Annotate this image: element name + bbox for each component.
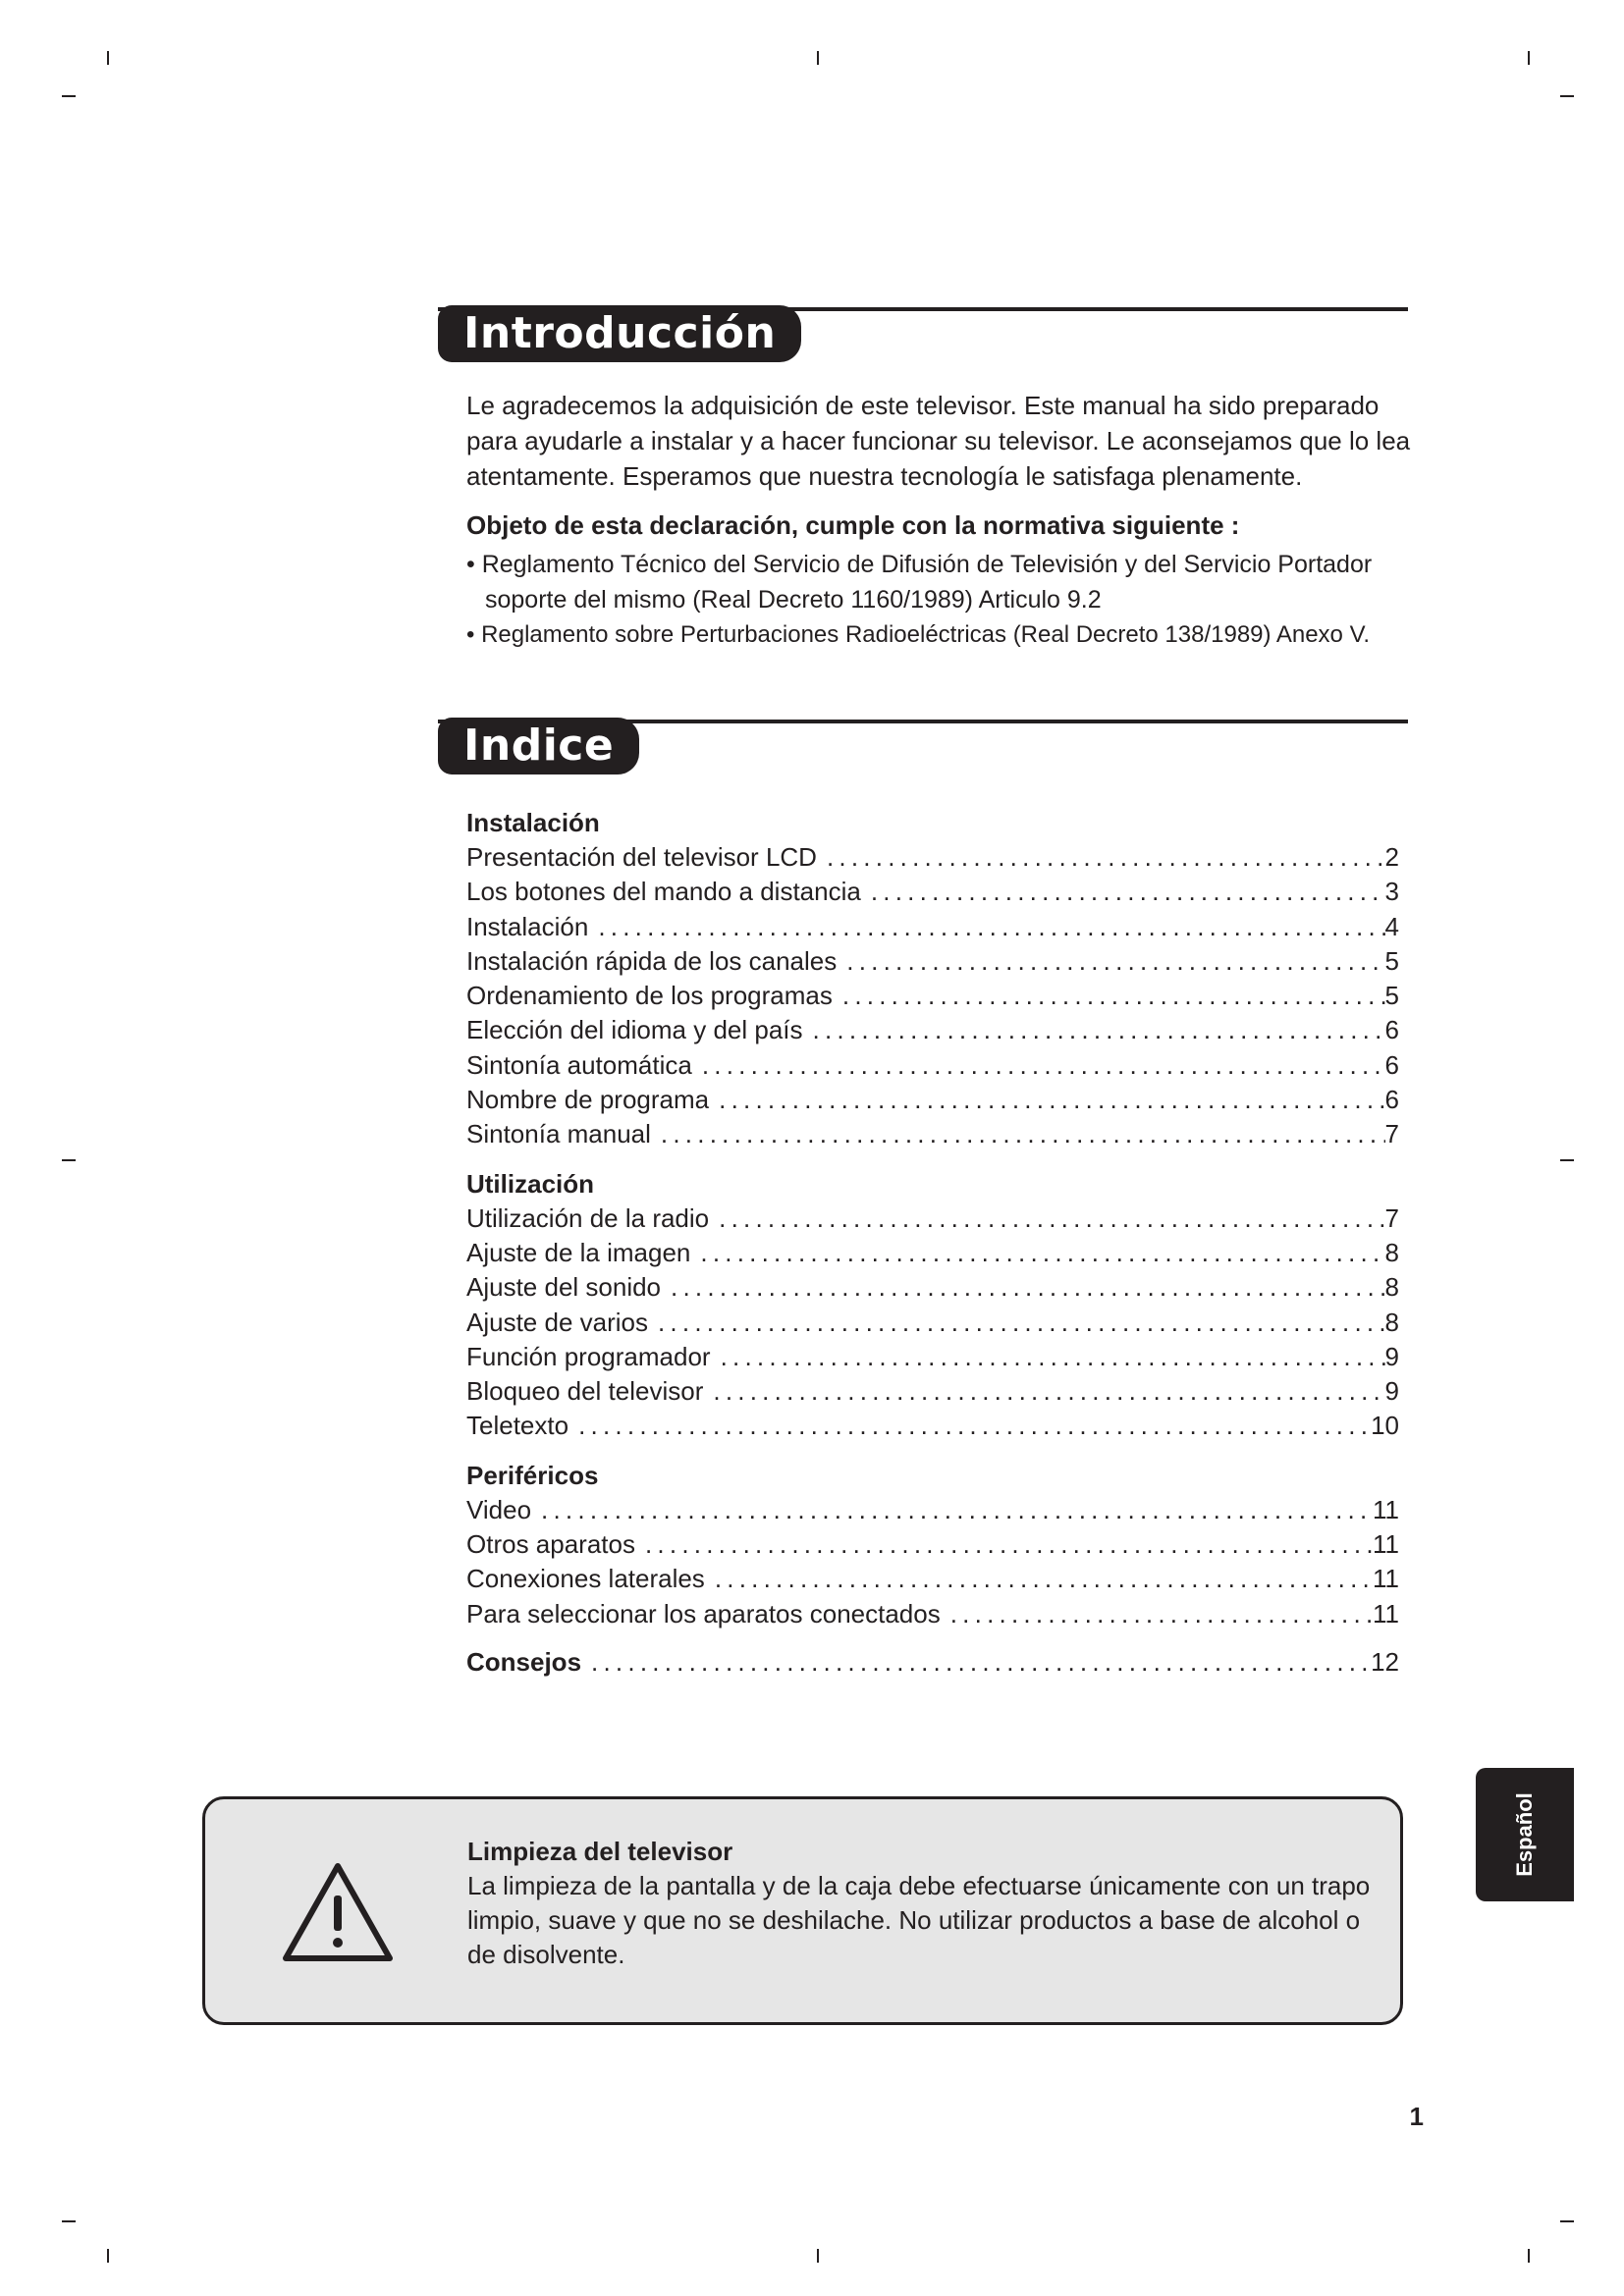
crop-mark bbox=[817, 2249, 819, 2263]
toc-entry-label: Sintonía manual bbox=[466, 1119, 651, 1149]
toc-entry-page: 5 bbox=[1384, 945, 1399, 976]
toc-entry-label: Para seleccionar los aparatos conectados bbox=[466, 1598, 941, 1629]
toc-entry-label: Presentación del televisor LCD bbox=[466, 842, 817, 872]
toc-leader bbox=[846, 944, 1384, 979]
toc-entry-label: Ordenamiento de los programas bbox=[466, 981, 833, 1011]
crop-mark bbox=[1560, 95, 1574, 97]
toc-leader bbox=[658, 1306, 1385, 1340]
toc-entry-page: 8 bbox=[1384, 1272, 1399, 1303]
crop-mark bbox=[1560, 2220, 1574, 2222]
toc-leader bbox=[598, 910, 1384, 944]
language-tab-label: Español bbox=[1512, 1792, 1537, 1877]
crop-mark bbox=[1528, 51, 1530, 65]
toc-entry-page: 6 bbox=[1384, 1085, 1399, 1115]
toc-entry-label: Ajuste de varios bbox=[466, 1307, 648, 1337]
toc-entry-page: 8 bbox=[1384, 1307, 1399, 1337]
crop-mark bbox=[62, 95, 76, 97]
crop-mark bbox=[1560, 1159, 1574, 1161]
toc-entry-label: Instalación bbox=[466, 911, 589, 941]
toc-entry[interactable] bbox=[466, 875, 1399, 909]
regulation-subheading: Objeto de esta declaración, cumple con la normativa siguiente : bbox=[466, 510, 1240, 540]
intro-paragraph: Le agradecemos la adquisición de este televisor. Este manual ha sido preparado para ayudarle a instalar y a hacer funcionar su televisor. Le aconsejamos que lo lea atentamente. Esperamos que nuestra tecnología le satisfaga plenamente. bbox=[466, 391, 1411, 491]
crop-mark bbox=[817, 51, 819, 65]
toc-entry-page: 6 bbox=[1384, 1049, 1399, 1080]
toc-leader bbox=[645, 1527, 1373, 1562]
toc-entry-label: Los botones del mando a distancia bbox=[466, 877, 861, 907]
page-number: 1 bbox=[1409, 2102, 1424, 2131]
cleaning-notice bbox=[202, 1796, 1403, 2025]
toc-entry[interactable] bbox=[466, 1562, 1399, 1596]
toc-entry-label: Nombre de programa bbox=[466, 1085, 710, 1115]
toc-entry-label: Elección del idioma y del país bbox=[466, 1015, 803, 1045]
toc-entry-label: Otros aparatos bbox=[466, 1529, 635, 1560]
toc-entry-label: Bloqueo del televisor bbox=[466, 1376, 704, 1407]
regulation-item: • Reglamento sobre Perturbaciones Radioeléctricas (Real Decreto 138/1989) Anexo V. bbox=[466, 621, 1371, 648]
toc-entry-consejos[interactable] bbox=[466, 1645, 1399, 1680]
toc-leader bbox=[578, 1409, 1371, 1443]
toc-entry-label: Ajuste de la imagen bbox=[466, 1237, 691, 1267]
toc-group-perifericos bbox=[466, 1458, 1399, 1631]
toc-leader bbox=[950, 1597, 1373, 1631]
toc-entry-page: 11 bbox=[1373, 1494, 1399, 1524]
toc-leader bbox=[715, 1562, 1373, 1596]
table-of-contents bbox=[466, 805, 1399, 1680]
crop-mark bbox=[107, 2249, 109, 2263]
toc-entry-page: 2 bbox=[1384, 842, 1399, 872]
toc-entry[interactable] bbox=[466, 1340, 1399, 1374]
intro-body bbox=[466, 388, 1414, 653]
notice-body: La limpieza de la pantalla y de la caja debe efectuarse únicamente con un trapo limpio, suave y que no se deshilache. No utilizar productos a base de alcohol o de disolvente. bbox=[467, 1871, 1371, 1969]
toc-leader bbox=[702, 1048, 1385, 1083]
toc-entry[interactable] bbox=[466, 1409, 1399, 1443]
toc-entry-label: Utilización de la radio bbox=[466, 1202, 710, 1233]
notice-title: Limpieza del televisor bbox=[467, 1837, 733, 1866]
toc-entry[interactable] bbox=[466, 1013, 1399, 1047]
toc-entry-page: 8 bbox=[1384, 1237, 1399, 1267]
index-title: Indice bbox=[438, 718, 639, 774]
language-tab bbox=[1476, 1768, 1574, 1901]
toc-leader bbox=[700, 1236, 1384, 1270]
toc-entry[interactable] bbox=[466, 840, 1399, 875]
toc-entry[interactable] bbox=[466, 1236, 1399, 1270]
toc-leader bbox=[591, 1645, 1371, 1680]
regulation-list bbox=[466, 547, 1414, 653]
toc-entry[interactable] bbox=[466, 1201, 1399, 1236]
toc-group-heading: Periféricos bbox=[466, 1460, 599, 1490]
toc-entry[interactable] bbox=[466, 1493, 1399, 1527]
toc-entry[interactable] bbox=[466, 1306, 1399, 1340]
toc-entry-page: 9 bbox=[1384, 1376, 1399, 1407]
toc-entry-page: 6 bbox=[1384, 1015, 1399, 1045]
toc-leader bbox=[842, 979, 1385, 1013]
index-section-header bbox=[438, 718, 1408, 774]
toc-entry[interactable] bbox=[466, 1083, 1399, 1117]
toc-leader bbox=[721, 1340, 1385, 1374]
toc-entry[interactable] bbox=[466, 1374, 1399, 1409]
toc-entry-label: Sintonía automática bbox=[466, 1049, 692, 1080]
toc-leader bbox=[827, 840, 1385, 875]
warning-triangle-icon bbox=[280, 1860, 396, 1966]
toc-entry-page: 9 bbox=[1384, 1341, 1399, 1371]
toc-entry-page: 10 bbox=[1371, 1411, 1399, 1441]
notice-text bbox=[467, 1835, 1380, 1972]
toc-group-utilizacion bbox=[466, 1166, 1399, 1444]
toc-leader bbox=[813, 1013, 1385, 1047]
intro-section-header bbox=[438, 305, 1408, 362]
toc-entry-label: Instalación rápida de los canales bbox=[466, 945, 838, 976]
toc-entry-page: 11 bbox=[1373, 1564, 1399, 1594]
toc-entry[interactable] bbox=[466, 1270, 1399, 1305]
toc-leader bbox=[719, 1083, 1384, 1117]
toc-entry[interactable] bbox=[466, 1597, 1399, 1631]
toc-entry-page: 11 bbox=[1373, 1529, 1399, 1560]
toc-entry-label: Consejos bbox=[466, 1646, 582, 1677]
toc-leader bbox=[671, 1270, 1385, 1305]
toc-entry-label: Ajuste del sonido bbox=[466, 1272, 662, 1303]
toc-entry[interactable] bbox=[466, 1048, 1399, 1083]
toc-leader bbox=[541, 1493, 1373, 1527]
crop-mark bbox=[62, 2220, 76, 2222]
toc-entry-label: Conexiones laterales bbox=[466, 1564, 705, 1594]
toc-entry-page: 3 bbox=[1384, 877, 1399, 907]
toc-entry-page: 12 bbox=[1371, 1646, 1399, 1677]
toc-leader bbox=[719, 1201, 1384, 1236]
toc-group-heading: Instalación bbox=[466, 808, 600, 837]
toc-entry-label: Video bbox=[466, 1494, 532, 1524]
crop-mark bbox=[107, 51, 109, 65]
toc-leader bbox=[661, 1117, 1385, 1151]
toc-entry-label: Teletexto bbox=[466, 1411, 569, 1441]
toc-entry-label: Función programador bbox=[466, 1341, 711, 1371]
toc-leader bbox=[871, 875, 1385, 909]
intro-title: Introducción bbox=[438, 305, 801, 362]
toc-entry-page: 7 bbox=[1384, 1119, 1399, 1149]
toc-entry[interactable] bbox=[466, 944, 1399, 979]
crop-mark bbox=[62, 1159, 76, 1161]
toc-entry[interactable] bbox=[466, 1117, 1399, 1151]
toc-entry[interactable] bbox=[466, 1527, 1399, 1562]
toc-entry-page: 4 bbox=[1384, 911, 1399, 941]
toc-group-heading: Utilización bbox=[466, 1168, 595, 1199]
regulation-item: • Reglamento Técnico del Servicio de Difusión de Televisión y del Servicio Portador soporte del mismo (Real Decreto 1160/1989) Articulo 9.2 bbox=[466, 551, 1373, 614]
toc-group-instalacion bbox=[466, 805, 1399, 1152]
toc-entry-page: 11 bbox=[1373, 1598, 1399, 1629]
toc-entry-page: 7 bbox=[1384, 1202, 1399, 1233]
toc-entry[interactable] bbox=[466, 979, 1399, 1013]
toc-leader bbox=[713, 1374, 1384, 1409]
crop-mark bbox=[1528, 2249, 1530, 2263]
toc-entry[interactable] bbox=[466, 910, 1399, 944]
toc-entry-page: 5 bbox=[1384, 981, 1399, 1011]
